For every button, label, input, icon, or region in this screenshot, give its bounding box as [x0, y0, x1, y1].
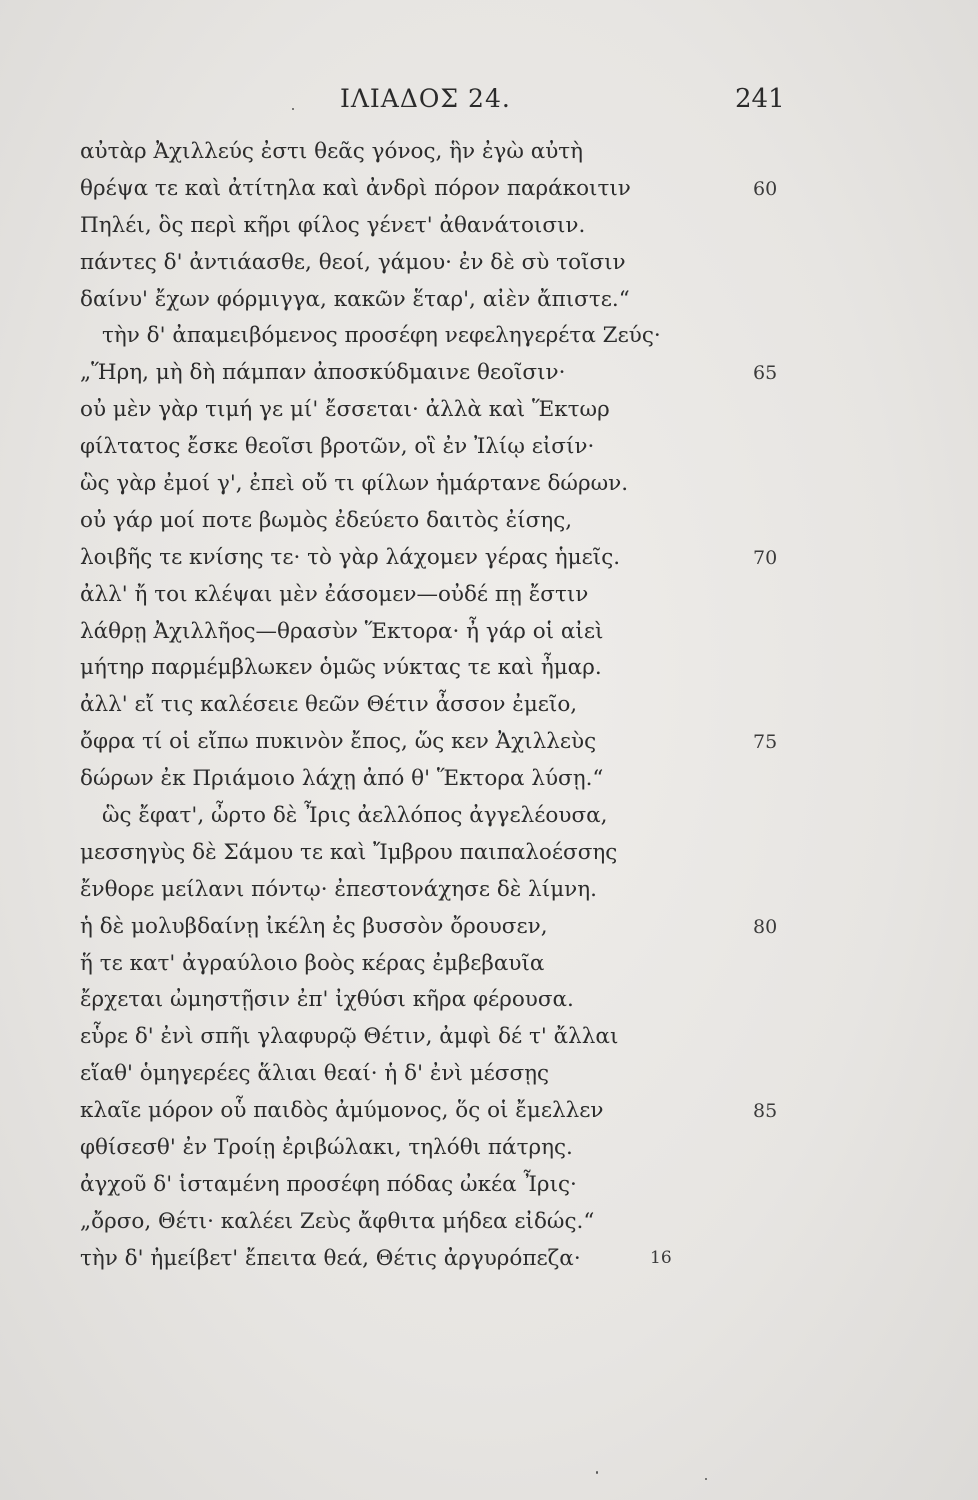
verse-line [80, 1056, 780, 1093]
line-number: 75 [753, 731, 778, 754]
verse-line [80, 1130, 780, 1167]
verse-line [80, 835, 780, 872]
verse-line-text: δώρων ἐκ Πριάμοιο λάχῃ ἀπό θ' Ἕκτορα λύσῃ.“ [80, 766, 604, 792]
verse-line [80, 392, 780, 429]
verse-line [80, 724, 780, 761]
verse-line [80, 1204, 780, 1241]
verse-line [80, 282, 780, 319]
verse-line [80, 650, 780, 687]
verse-line-text: „ὄρσο, Θέτι· καλέει Ζεὺς ἄφθιτα μήδεα εἰδώς.“ [80, 1208, 595, 1234]
verse-line-text: ὣς γὰρ ἐμοί γ', ἐπεὶ οὔ τι φίλων ἡμάρτανε δώρων. [80, 471, 629, 497]
verse-line [80, 687, 780, 724]
verse-line [80, 540, 780, 577]
verse-line-text: ἔνθορε μείλανι πόντῳ· ἐπεστονάχησε δὲ λίμνη. [80, 876, 597, 902]
line-number: 80 [753, 915, 778, 938]
verse-line-text: μεσσηγὺς δὲ Σάμου τε καὶ Ἴμβρου παιπαλοέσσης [80, 839, 618, 865]
verse-line-text: δαίνυ' ἔχων φόρμιγγα, κακῶν ἕταρ', αἰὲν ἄπιστε.“ [80, 286, 630, 312]
verse-line-text: εὗρε δ' ἐνὶ σπῆι γλαφυρῷ Θέτιν, ἀμφὶ δέ τ' ἄλλαι [80, 1024, 619, 1050]
verse-line-text: ἥ τε κατ' ἀγραύλοιο βοὸς κέρας ἐμβεβαυῖα [80, 950, 545, 976]
verse-line [80, 1241, 780, 1278]
verse-line-text: θρέψα τε καὶ ἀτίτηλα καὶ ἀνδρὶ πόρον παράκοιτιν [80, 175, 631, 201]
line-number: 70 [753, 546, 778, 569]
verse-line-text: φθίσεσθ' ἐν Τροίῃ ἐριβώλακι, τηλόθι πάτρης. [80, 1135, 573, 1161]
verse-line [80, 245, 780, 282]
verse-line-text: τὴν δ' ἠμείβετ' ἔπειτα θεά, Θέτις ἀργυρόπεζα· [80, 1245, 581, 1271]
verse-line-text: ἀγχοῦ δ' ἱσταμένη προσέφη πόδας ὠκέα Ἶρις· [80, 1171, 577, 1197]
verse-line-text: πάντες δ' ἀντιάασθε, θεοί, γάμου· ἐν δὲ σὺ τοῖσιν [80, 249, 626, 275]
print-speck [705, 1478, 707, 1480]
verse-line-text: τὴν δ' ἀπαμειβόμενος προσέφη νεφεληγερέτα Ζεύς· [102, 323, 661, 349]
verse-line [80, 134, 780, 171]
verse-line-text: οὐ μὲν γὰρ τιμή γε μί' ἔσσεται· ἀλλὰ καὶ Ἕκτωρ [80, 397, 610, 423]
line-number: 60 [753, 177, 778, 200]
verse-line [80, 577, 780, 614]
verse-line [80, 798, 780, 835]
verse-line-text: ὄφρα τί οἱ εἴπω πυκινὸν ἔπος, ὥς κεν Ἀχιλλεὺς [80, 729, 597, 755]
verse-line-text: μήτηρ παρμέμβλωκεν ὁμῶς νύκτας τε καὶ ἦμαρ. [80, 655, 602, 681]
verse-line [80, 466, 780, 503]
line-number: 65 [753, 362, 778, 385]
page-number: 241 [735, 84, 785, 114]
print-speck [596, 1471, 598, 1474]
verse-line-text: Πηλέι, ὃς περὶ κῆρι φίλος γένετ' ἀθανάτοισιν. [80, 212, 586, 238]
verse-line-text: φίλτατος ἔσκε θεοῖσι βροτῶν, οἳ ἐν Ἰλίῳ εἰσίν· [80, 434, 595, 460]
verse-line-text: ἀλλ' ἤ τοι κλέψαι μὲν ἐάσομεν—οὐδέ πῃ ἔστιν [80, 581, 589, 607]
verse-line [80, 318, 780, 355]
verse-line [80, 982, 780, 1019]
verse-line-text: ἡ δὲ μολυβδαίνῃ ἰκέλη ἐς βυσσὸν ὄρουσεν, [80, 913, 548, 939]
running-title: ΙΛΙΑΔΟΣ 24. [340, 84, 511, 113]
verse-line [80, 1093, 780, 1130]
verse-line [80, 208, 780, 245]
verse-line [80, 1167, 780, 1204]
verse-line-text: λοιβῆς τε κνίσης τε· τὸ γὰρ λάχομεν γέρας ἡμεῖς. [80, 544, 621, 570]
print-speck [292, 108, 294, 110]
verse-block [80, 134, 780, 1278]
verse-line [80, 1019, 780, 1056]
verse-line-text: αὐτὰρ Ἀχιλλεύς ἐστι θεᾶς γόνος, ἣν ἐγὼ αὐτὴ [80, 139, 584, 164]
verse-line [80, 355, 780, 392]
verse-line [80, 429, 780, 466]
verse-line-text: κλαῖε μόρον οὗ παιδὸς ἀμύμονος, ὅς οἱ ἔμελλεν [80, 1098, 604, 1124]
verse-line-text: ἔρχεται ὠμηστῇσιν ἐπ' ἰχθύσι κῆρα φέρουσα. [80, 987, 574, 1013]
verse-line [80, 171, 780, 208]
verse-line [80, 614, 780, 651]
signature-mark: 16 [650, 1248, 672, 1268]
verse-line-text: „Ἥρη, μὴ δὴ πάμπαν ἀποσκύδμαινε θεοῖσιν· [80, 360, 566, 386]
verse-line [80, 872, 780, 909]
verse-line [80, 909, 780, 946]
verse-line-text: οὐ γάρ μοί ποτε βωμὸς ἐδεύετο δαιτὸς ἐίσης, [80, 507, 573, 533]
verse-line-text: ὣς ἔφατ', ὦρτο δὲ Ἶρις ἀελλόπος ἀγγελέουσα, [102, 803, 608, 829]
verse-line-text: ἀλλ' εἴ τις καλέσειε θεῶν Θέτιν ἆσσον ἐμεῖο, [80, 692, 578, 718]
verse-line [80, 946, 780, 983]
verse-line-text: εἵαθ' ὁμηγερέες ἅλιαι θεαί· ἡ δ' ἐνὶ μέσσῃς [80, 1061, 550, 1087]
line-number: 85 [753, 1100, 778, 1123]
verse-line-text: λάθρῃ Ἀχιλλῆος—θρασὺν Ἕκτορα· ἦ γάρ οἱ αἰεὶ [80, 618, 604, 644]
verse-line [80, 761, 780, 798]
verse-line [80, 503, 780, 540]
